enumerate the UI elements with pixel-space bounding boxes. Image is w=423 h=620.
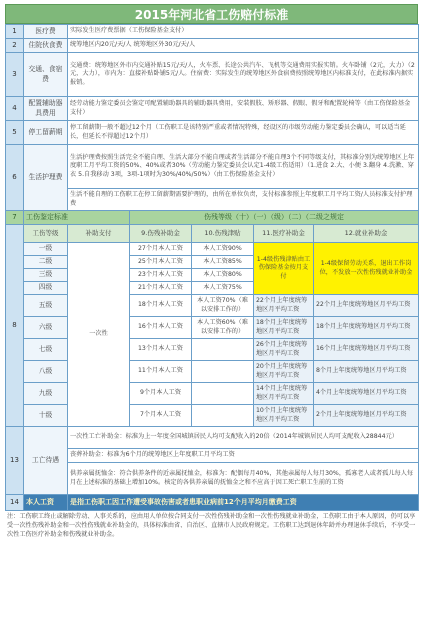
medical-subsidy: 18个月上年度统筹地区月平均工资 [254,317,314,339]
grade-header-row [6,225,419,243]
item-text: 经劳动能力鉴定委员会鉴定可配置辅助器具的辅助器具费用，安装假肢、矫形器、假眼、假牙和配置轮椅等（由工伤保险基金支付） [68,97,419,121]
grade-lump-sum: 18个月本人工资 [130,295,192,317]
row-number: 2 [6,39,24,53]
item-text: 生活护理费按照生活完全不能自理、生活大部分不能自理或者生活部分不能自理3个不同等级支付，其标准分别为统筹地区上年度职工月平均工资的50%、40%或者30%（劳动能力鉴定委员会认定1-4级工伤适用）（1.进食 2.大、小便 3.翻身 4.洗漱、穿衣 5.自我移动 3项，3项-1项时为30%/40%/50%）（由工伤保险基金支付） [68,145,419,189]
column-header: 工伤等级 [24,225,68,243]
column-header: 补助支付 [68,225,130,243]
grade-allowance [192,361,254,383]
pay-method: 一次性 [68,243,130,427]
employment-note: 1-4级保留劳动关系，退出工作岗位，不发放一次性伤残就业补助金 [314,243,419,295]
grade-allowance: 本人工资75% [192,282,254,295]
table-row [6,121,419,145]
row-number: 8 [6,225,24,427]
grade-row [6,361,419,383]
grade-lump-sum: 27个月本人工资 [130,243,192,256]
employment-subsidy: 22个月上年度统筹地区月平均工资 [314,295,419,317]
grade-allowance: 本人工资70%（难以安排工作的） [192,295,254,317]
grade-lump-sum: 13个月本人工资 [130,339,192,361]
compensation-table [5,24,419,511]
section-label: 工伤鉴定标准 [24,211,130,225]
employment-subsidy: 4个月上年度统筹地区月平均工资 [314,383,419,405]
row-number: 6 [6,145,24,211]
section-text: 伤残等级（十）（一）（级）（二）（二级之规定 [130,211,419,225]
grade-level: 十级 [24,405,68,427]
grade-row [6,295,419,317]
table-row [6,39,419,53]
grade-level: 八级 [24,361,68,383]
row-number: 1 [6,25,24,39]
table-row [6,211,419,225]
grade-level: 二级 [24,256,68,269]
grade-level: 三级 [24,269,68,282]
table-row [6,25,419,39]
medical-subsidy: 26个月上年度统筹地区月平均工资 [254,339,314,361]
grade-allowance: 本人工资60%（难以安排工作的） [192,317,254,339]
grade-allowance: 本人工资85% [192,256,254,269]
item-text: 交通费：统筹地区外市内交通补贴15元/天/人，火车票、长途公共汽车、飞机等交通费用实报实销。火车卧铺（2元，大力）（2元，大力），市内为：直接补贴卧铺5元/人。住宿费：实际发生的统筹地区外食宿费按照统筹地区内标准支付，在此标准内据实报销。 [68,53,419,97]
grade-allowance [192,339,254,361]
row-number: 5 [6,121,24,145]
grade-allowance: 本人工资80% [192,269,254,282]
column-header: 10.伤残津贴 [192,225,254,243]
grade-row [6,317,419,339]
grade-lump-sum: 9个月本人工资 [130,383,192,405]
medical-note: 1-4级伤残津贴由工伤保险基金按月支付 [254,243,314,295]
item-text: 实际发生医疗费票据（工伤保险基金支付） [68,25,419,39]
item-text: 是指工伤职工因工作遭受事故伤害或者患职业病前12个月平均月缴费工资 [68,495,419,511]
employment-subsidy: 16个月上年度统筹地区月平均工资 [314,339,419,361]
medical-subsidy: 22个月上年度统筹地区月平均工资 [254,295,314,317]
item-label: 工亡待遇 [24,427,68,495]
table-row [6,463,419,495]
item-text: 统筹地区内20元/天/人 统筹地区外30元/天/人 [68,39,419,53]
item-label: 交通、食宿费 [24,53,68,97]
grade-lump-sum: 16个月本人工资 [130,317,192,339]
medical-subsidy: 14个月上年度统筹地区月平均工资 [254,383,314,405]
table-row [6,495,419,511]
grade-allowance [192,383,254,405]
employment-subsidy: 8个月上年度统筹地区月平均工资 [314,361,419,383]
medical-subsidy: 10个月上年度统筹地区月平均工资 [254,405,314,427]
table-row [6,189,419,211]
document-title: 2015年河北省工伤赔付标准 [5,4,418,24]
column-header: 12.就业补助金 [314,225,419,243]
item-text: 一次性工亡补助金：标准为上一年度全国城镇居民人均可支配收入的20倍（2014年城镇居民人均可支配收入28844元） [68,427,419,449]
item-text: 停工留薪期一般不超过12个月（工伤职工是该特别严重或者情况特殊，经设区的市级劳动能力鉴定委员会确认，可以适当延长，但延长不得超过12个月） [68,121,419,145]
item-label: 生活护理费 [24,145,68,211]
grade-lump-sum: 23个月本人工资 [130,269,192,282]
item-text: 生活不能自理的工伤职工在停工留薪期需要护理的，由所在单位负责，支付标准参照上年度职工月平均工资/人员标准支付护理费 [68,189,419,211]
column-header: 11.医疗补助金 [254,225,314,243]
grade-allowance [192,405,254,427]
table-row [6,145,419,189]
medical-subsidy: 20个月上年度统筹地区月平均工资 [254,361,314,383]
grade-lump-sum: 21个月本人工资 [130,282,192,295]
grade-level: 一级 [24,243,68,256]
grade-row [6,383,419,405]
grade-lump-sum: 25个月本人工资 [130,256,192,269]
table-row [6,53,419,97]
employment-subsidy: 18个月上年度统筹地区月平均工资 [314,317,419,339]
grade-level: 九级 [24,383,68,405]
item-text: 供养亲属抚恤金：符合供养条件的近亲属抚恤金，标准为：配偶每月40%，其他亲属每人每月30%，孤寡老人或者孤儿每人每月在上述标准的基础上增加10%。核定的各供养亲属的抚恤金之和不应高于因工死亡职工生前的工资 [68,463,419,495]
grade-lump-sum: 11个月本人工资 [130,361,192,383]
table-row [6,427,419,449]
row-number: 3 [6,53,24,97]
grade-row [6,339,419,361]
row-number: 13 [6,427,24,495]
column-header: 9.伤残补助金 [130,225,192,243]
row-number: 7 [6,211,24,225]
item-label: 停工留薪期 [24,121,68,145]
table-row [6,449,419,463]
item-label: 本人工资 [24,495,68,511]
footnote: 注：工伤职工终止或解除劳动、人事关系的，应由用人单位按合同支付一次性伤残补助金和一次性伤残就业补助金，工伤职工由于本人原因，仍可以享受一次性伤残补助金和一次性伤残就业补助金的，具体标准由省、自治区、直辖市人民政府规定。工伤职工达到退休年龄并办理退休手续后，不享受一次性工伤医疗补助金和伤残就业补助金。 [7,513,416,538]
grade-lump-sum: 7个月本人工资 [130,405,192,427]
grade-level: 六级 [24,317,68,339]
row-number: 14 [6,495,24,511]
grade-row [6,405,419,427]
item-label: 医疗费 [24,25,68,39]
grade-level: 七级 [24,339,68,361]
grade-row [6,243,419,256]
item-label: 配置辅助器具费用 [24,97,68,121]
employment-subsidy: 2个月上年度统筹地区月平均工资 [314,405,419,427]
grade-level: 五级 [24,295,68,317]
grade-allowance: 本人工资90% [192,243,254,256]
grade-level: 四级 [24,282,68,295]
item-text: 丧葬补助金：标准为6个月的统筹地区上年度职工月平均工资 [68,449,419,463]
item-label: 住院伙食费 [24,39,68,53]
row-number: 4 [6,97,24,121]
table-row [6,97,419,121]
